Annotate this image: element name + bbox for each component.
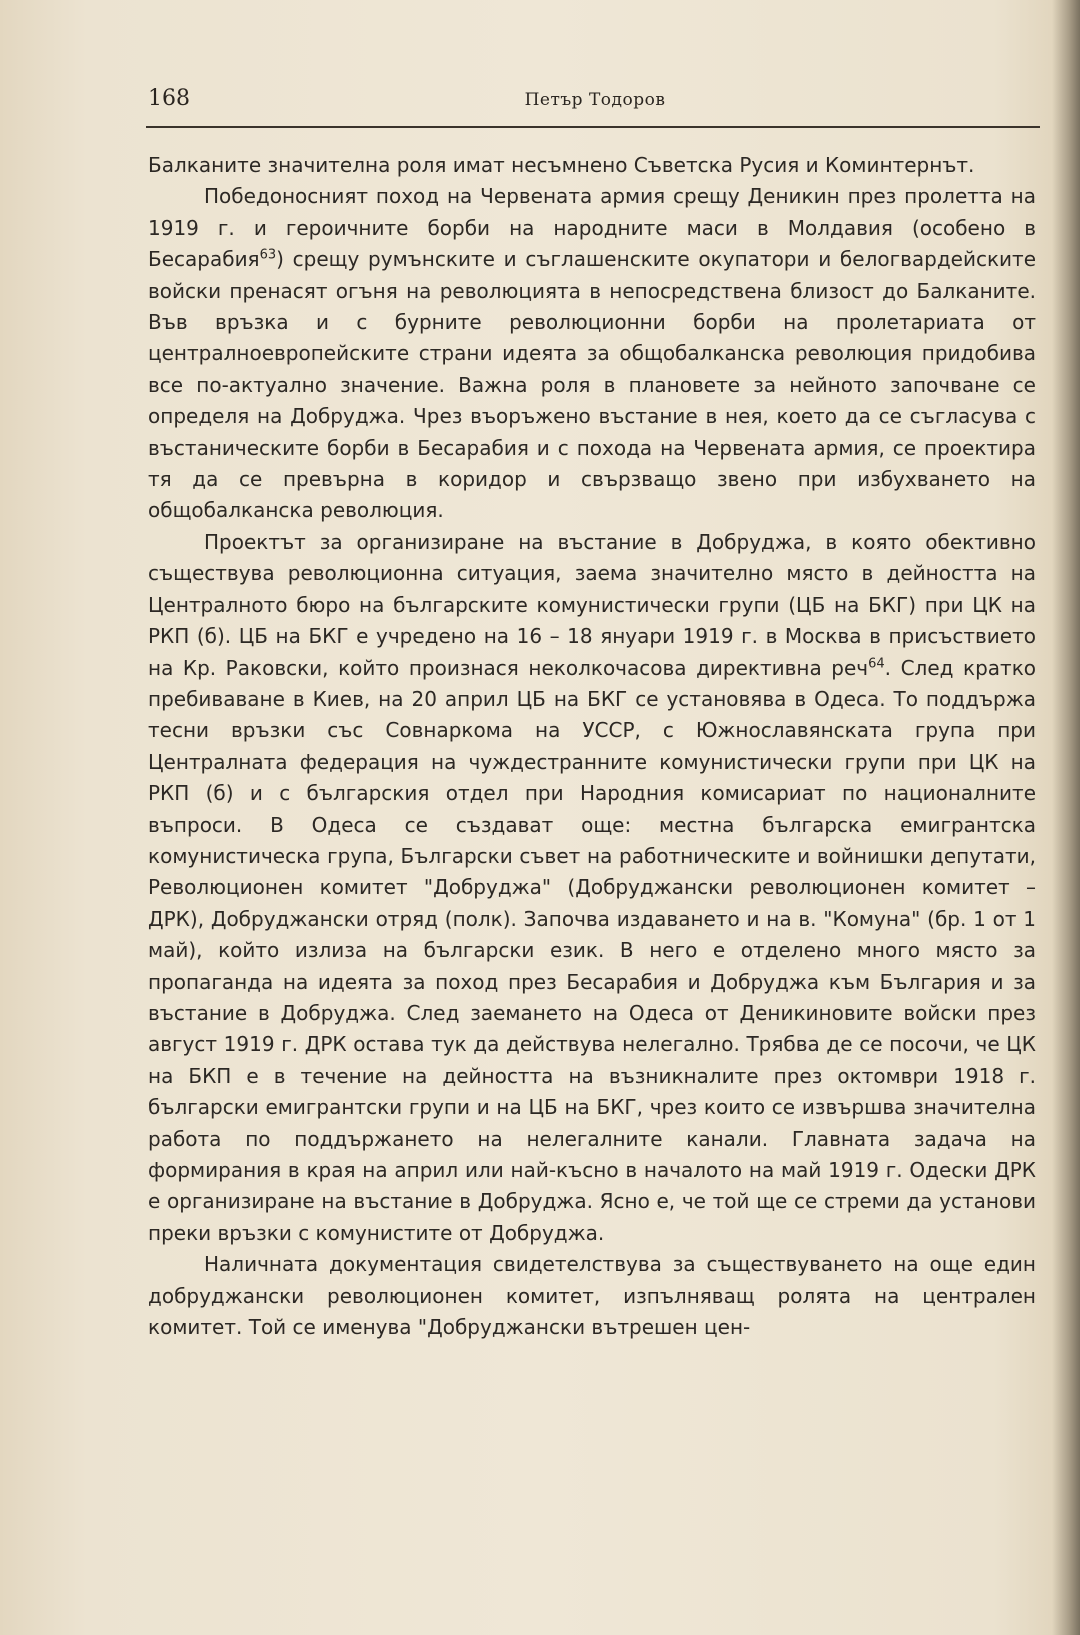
page-number: 168	[148, 86, 190, 111]
footnote-ref-63: 63	[259, 247, 277, 263]
paragraph-4	[148, 1249, 1036, 1343]
footnote-ref-64: 64	[868, 655, 885, 671]
page-edge-shadow	[1052, 0, 1080, 1635]
paragraph-3	[148, 527, 1036, 1249]
paragraph-text: . След кратко пребиваване в Киев, на 20 април ЦБ на БКГ се установява в Одеса. То поддържа тесни връзки със Совнаркома на УССР, с Южнославянската група при Централната федерация на чуждестранните комунистически групи при ЦК на РКП (б) и с българския отдел при Народния комисариат по националните въпроси. В Одеса се създават още: местна българска емигрантска комунистическа група, Български съвет на работническите и войнишки депутати, Революционен комитет "Добруджа" (Добруджански революционен комитет – ДРК), Добруджански отряд (полк). Започва издаването и на в. "Комуна" (бр. 1 от 1 май), който излиза на български език. В него е отделено много място за пропаганда на идеята за поход през Бесарабия и Добруджа към България и за въстание в Добруджа. След заемането на Одеса от Деникиновите войски през август 1919 г. ДРК остава тук да действува нелегално. Трябва де се посочи, че ЦК на БКП е в течение на дейността на възникналите през октомври 1918 г. български емигрантски групи и на ЦБ на БКГ, чрез които се извършва значителна работа по поддържането на нелегалните канали. Главната задача на формирания в края на април или най-късно в началото на май 1919 г. Одески ДРК е организиране на въстание в Добруджа. Ясно е, че той ще се стреми да установи преки връзки с комунистите от Добруджа.	[148, 655, 1037, 1245]
body-text	[148, 150, 1036, 1343]
paragraph-text: ) срещу румънските и съглашенските окупатори и белогвардейските войски пренасят огъня на революцията в непосредствена близост до Балканите. Във връзка и с бурните революционни борби на пролетариата от централноевропейските страни идеята за общобалканска революция придобива все по-актуално значение. Важна роля в плановете за нейното започване се определя на Добруджа. Чрез въоръжено въстание в нея, което да се съгласува с въстаническите борби в Бесарабия и с похода на Червената армия, се проектира тя да се превърна в коридор и свързващо звено при избухването на общобалканска революция.	[148, 247, 1036, 523]
paragraph-2	[148, 181, 1036, 526]
paragraph-1	[148, 150, 1036, 181]
header-rule	[146, 126, 1040, 128]
paragraph-text: Балканите значителна роля имат несъмнено Съветска Русия и Коминтернът.	[148, 153, 975, 177]
paragraph-text: Наличната документация свидетелствува за съществуването на още един добруджански революционен комитет, изпълняващ ролята на централен комитет. Той се именува "Добруджански вътрешен цен-	[148, 1252, 1036, 1340]
page-header	[148, 84, 1042, 124]
paragraph-text: Победоносният поход на Червената армия срещу Деникин през пролетта на 1919 г. и героичните борби на народните маси в Молдавия (особено в Бесарабия	[148, 184, 1036, 272]
running-head: Петър Тодоров	[524, 90, 666, 110]
paragraph-text: Проектът за организиране на въстание в Добруджа, в която обективно съществува революционна ситуация, заема значително място в дейността на Централното бюро на българските комунистически групи (ЦБ на БКГ) при ЦК на РКП (б). ЦБ на БКГ е учредено на 16 – 18 януари 1919 г. в Москва в присъствието на Кр. Раковски, който произнася неколкочасова директивна реч	[148, 529, 1036, 680]
